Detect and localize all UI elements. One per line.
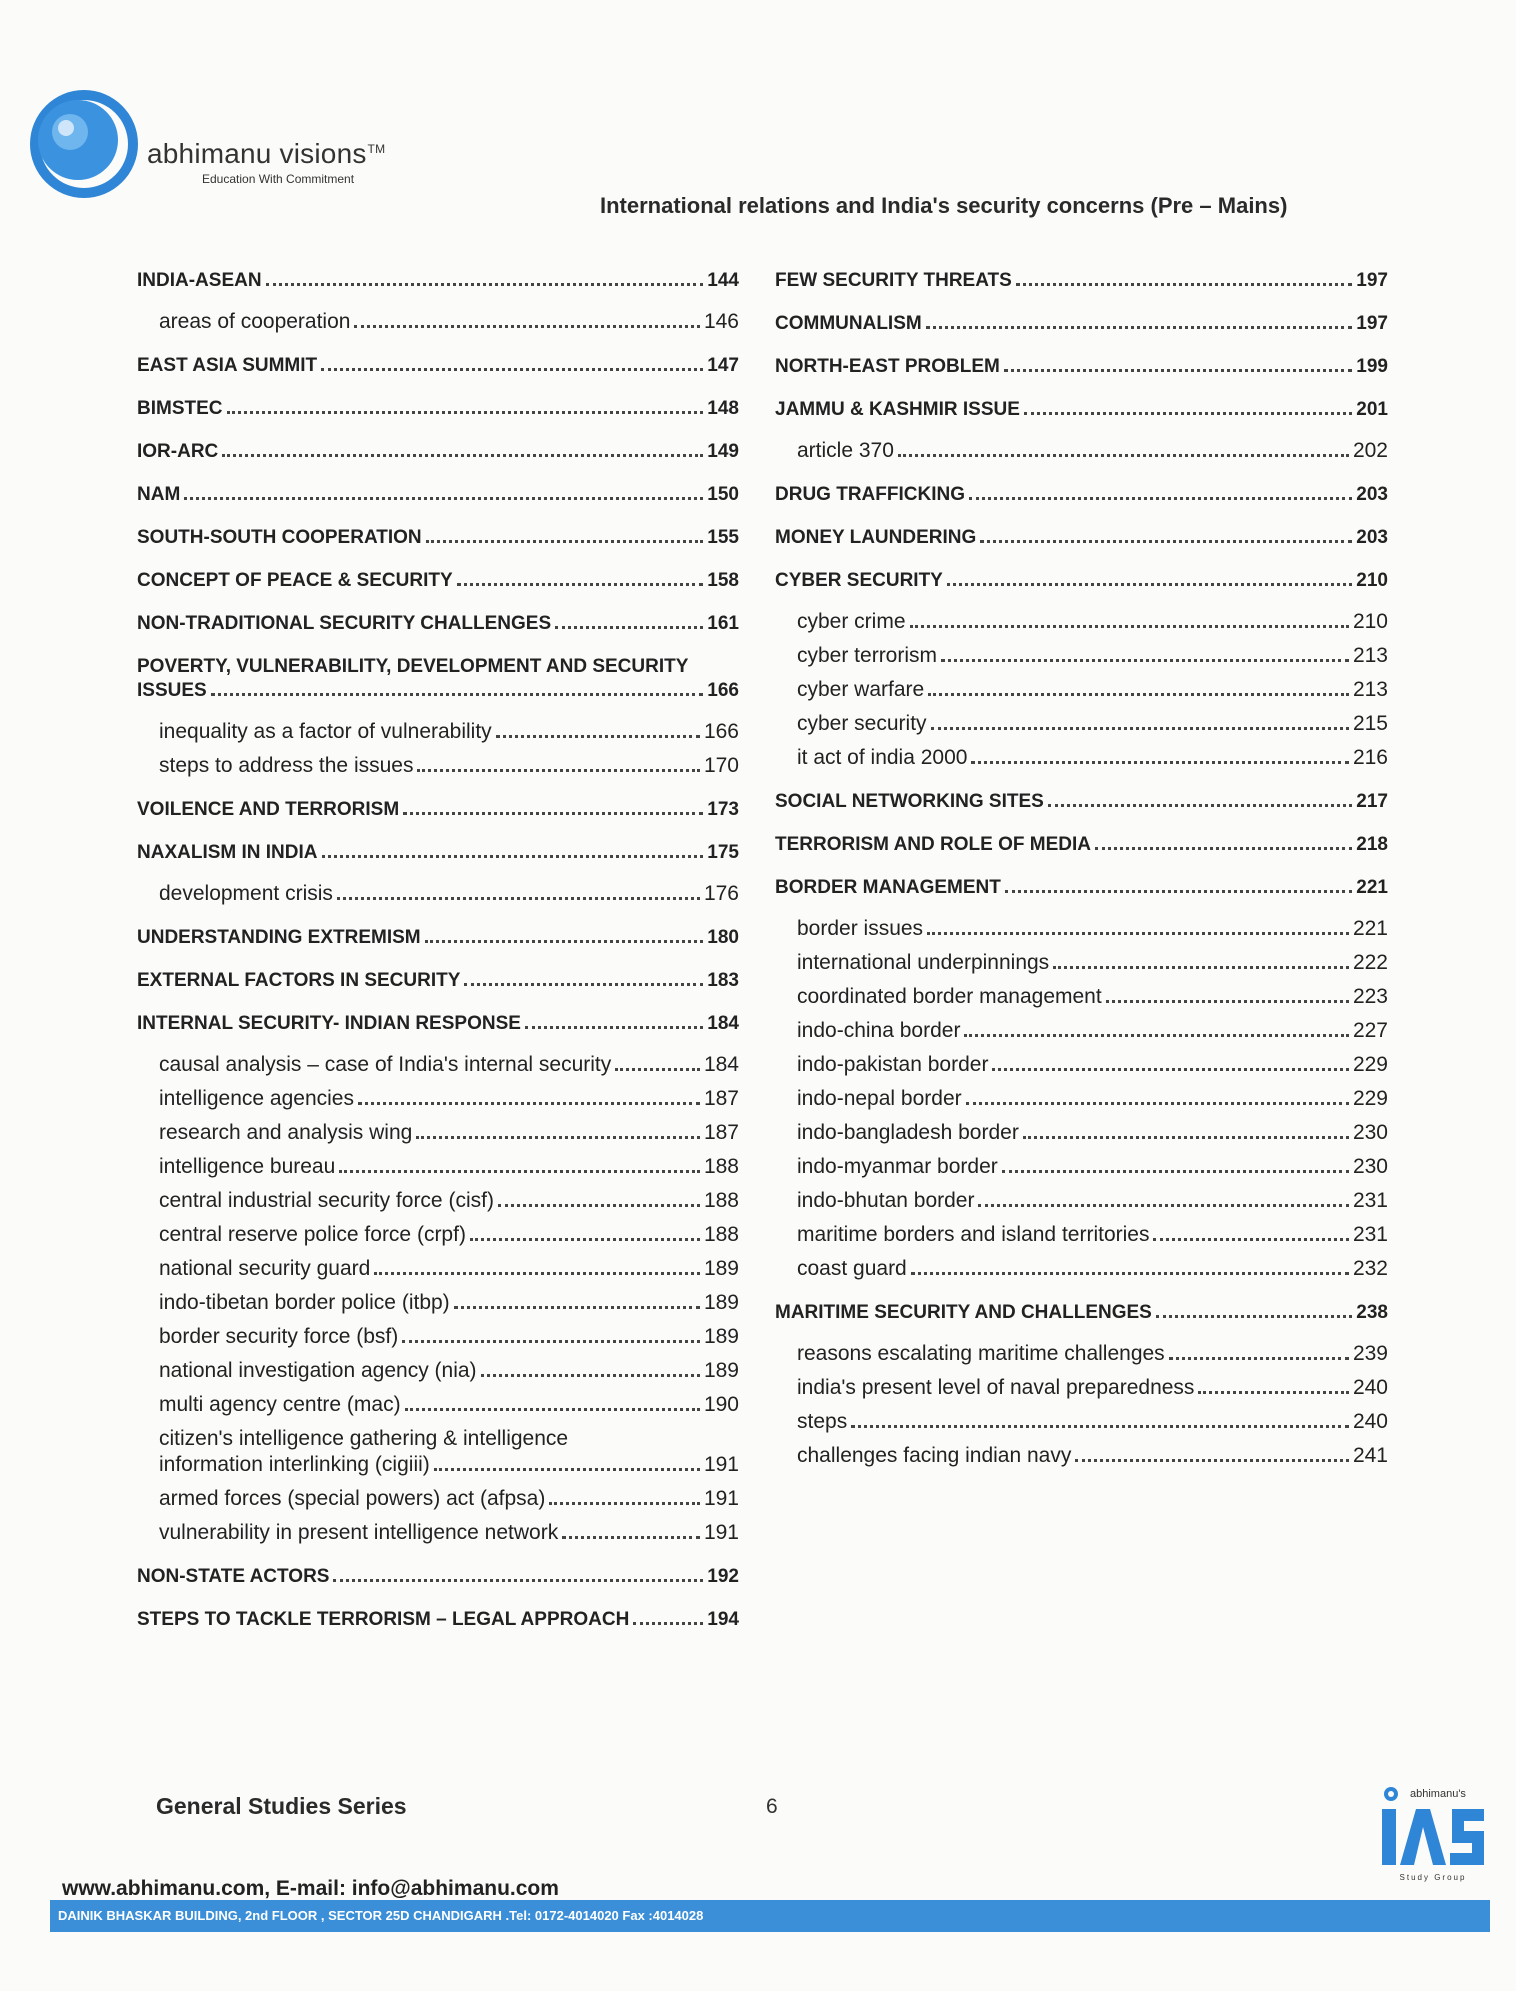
toc-entry-page: 187 xyxy=(703,1121,739,1144)
toc-sub-entry xyxy=(137,1291,739,1315)
dot-leader xyxy=(374,1272,700,1275)
ias-logo-icon xyxy=(1378,1785,1488,1885)
dot-leader xyxy=(992,1068,1349,1071)
dot-leader xyxy=(633,1622,703,1625)
toc-entry-label: indo-myanmar border xyxy=(797,1155,998,1178)
toc-entry-label: COMMUNALISM xyxy=(775,313,922,334)
address-line: DAINIK BHASKAR BUILDING, 2nd FLOOR , SECTOR 25D CHANDIGARH .Tel: 0172-4014020 Fax :4014028 xyxy=(58,1908,704,1923)
toc-entry-page: 146 xyxy=(703,310,739,333)
dot-leader xyxy=(405,1408,700,1411)
toc-sub-entry xyxy=(775,1087,1388,1111)
toc-sub-entry xyxy=(775,1444,1388,1468)
toc-entry-label: UNDERSTANDING EXTREMISM xyxy=(137,927,421,948)
toc-sub-entry xyxy=(137,1359,739,1383)
toc-sub-entry xyxy=(137,1487,739,1511)
toc-entry-label: CONCEPT OF PEACE & SECURITY xyxy=(137,570,453,591)
dot-leader xyxy=(464,983,703,986)
toc-sub-entry xyxy=(775,1189,1388,1213)
toc-entry-label: indo-bangladesh border xyxy=(797,1121,1019,1144)
toc-entry-page: 213 xyxy=(1352,644,1388,667)
toc-sub-entry xyxy=(137,1189,739,1213)
dot-leader xyxy=(964,1034,1349,1037)
toc-entry-page: 203 xyxy=(1356,484,1388,505)
toc-entry-label: cyber warfare xyxy=(797,678,925,701)
toc-entry-label: central industrial security force (cisf) xyxy=(159,1189,494,1212)
toc-entry-label: indo-china border xyxy=(797,1019,961,1042)
toc-main-entry xyxy=(775,1302,1388,1324)
toc-entry-label: border security force (bsf) xyxy=(159,1325,399,1348)
toc-main-entry xyxy=(137,270,739,292)
toc-entry-page: 191 xyxy=(703,1487,739,1510)
toc-sub-entry xyxy=(137,1121,739,1145)
dot-leader xyxy=(1016,283,1352,286)
dot-leader xyxy=(851,1425,1349,1428)
toc-entry-label: SOUTH-SOUTH COOPERATION xyxy=(137,527,422,548)
toc-entry-label: it act of india 2000 xyxy=(797,746,968,769)
toc-entry-page: 213 xyxy=(1352,678,1388,701)
dot-leader xyxy=(434,1468,700,1471)
toc-entry-page: 197 xyxy=(1356,313,1388,334)
toc-entry-page: 229 xyxy=(1352,1053,1388,1076)
toc-entry-page: 144 xyxy=(707,270,739,291)
toc-entry-label: NORTH-EAST PROBLEM xyxy=(775,356,1000,377)
toc-entry-page: 147 xyxy=(707,355,739,376)
toc-entry-label: indo-tibetan border police (itbp) xyxy=(159,1291,450,1314)
toc-entry-page: 230 xyxy=(1352,1155,1388,1178)
toc-entry-label: INDIA-ASEAN xyxy=(137,270,262,291)
dot-leader xyxy=(1106,1000,1349,1003)
dot-leader xyxy=(1005,890,1352,893)
toc-entry-label: indo-bhutan border xyxy=(797,1189,975,1212)
toc-main-entry xyxy=(137,927,739,949)
toc-entry-page: 241 xyxy=(1352,1444,1388,1467)
toc-entry-page: 221 xyxy=(1352,917,1388,940)
toc-sub-entry xyxy=(775,746,1388,770)
toc-main-entry xyxy=(775,484,1388,506)
toc-entry-label: EXTERNAL FACTORS IN SECURITY xyxy=(137,970,461,991)
toc-entry-label: cyber security xyxy=(797,712,927,735)
toc-entry-page: 155 xyxy=(707,527,739,548)
dot-leader xyxy=(333,1579,703,1582)
dot-leader xyxy=(525,1026,703,1029)
toc-sub-entry xyxy=(775,985,1388,1009)
toc-sub-entry xyxy=(137,720,739,744)
toc-main-entry xyxy=(137,527,739,549)
toc-entry-label: INTERNAL SECURITY- INDIAN RESPONSE xyxy=(137,1013,521,1034)
brand-name: abhimanu visions™ xyxy=(147,138,386,169)
dot-leader xyxy=(496,735,700,738)
dot-leader xyxy=(1023,1136,1349,1139)
toc-entry-heading-line: POVERTY, VULNERABILITY, DEVELOPMENT AND SECURITY xyxy=(137,656,689,677)
toc-entry-label: IOR-ARC xyxy=(137,441,219,462)
toc-sub-entry xyxy=(775,712,1388,736)
toc-entry-page: 189 xyxy=(703,1359,739,1382)
toc-entry-label: FEW SECURITY THREATS xyxy=(775,270,1012,291)
toc-sub-entry xyxy=(137,1393,739,1417)
contact-info: www.abhimanu.com, E-mail: info@abhimanu.com xyxy=(62,1877,559,1900)
toc-entry-page: 175 xyxy=(707,842,739,863)
toc-entry-page: 190 xyxy=(703,1393,739,1416)
dot-leader xyxy=(1002,1170,1349,1173)
dot-leader xyxy=(947,583,1352,586)
toc-main-entry xyxy=(775,313,1388,335)
dot-leader xyxy=(498,1204,700,1207)
dot-leader xyxy=(931,727,1349,730)
toc-entry-page: 218 xyxy=(1356,834,1388,855)
toc-sub-entry xyxy=(775,439,1388,463)
toc-entry-label: coordinated border management xyxy=(797,985,1102,1008)
toc-entry-label: ISSUES xyxy=(137,680,207,701)
toc-entry-page: 188 xyxy=(703,1223,739,1246)
toc-entry-label: indo-pakistan border xyxy=(797,1053,989,1076)
dot-leader xyxy=(1004,369,1352,372)
toc-sub-entry xyxy=(775,1155,1388,1179)
toc-entry-page: 189 xyxy=(703,1325,739,1348)
toc-entry-page: 187 xyxy=(703,1087,739,1110)
toc-entry-label: NAXALISM IN INDIA xyxy=(137,842,318,863)
toc-entry-page: 191 xyxy=(703,1521,739,1544)
toc-main-entry xyxy=(775,877,1388,899)
dot-leader xyxy=(403,812,703,815)
dot-leader xyxy=(417,769,699,772)
dot-leader xyxy=(470,1238,700,1241)
toc-entry-page: 230 xyxy=(1352,1121,1388,1144)
toc-entry-page: 189 xyxy=(703,1291,739,1314)
toc-entry-page: 232 xyxy=(1352,1257,1388,1280)
toc-entry-label: intelligence bureau xyxy=(159,1155,336,1178)
dot-leader xyxy=(321,368,703,371)
toc-entry-label: international underpinnings xyxy=(797,951,1050,974)
toc-left-column xyxy=(137,270,739,1631)
toc-entry-page: 202 xyxy=(1352,439,1388,462)
toc-entry-page: 203 xyxy=(1356,527,1388,548)
dot-leader xyxy=(222,454,703,457)
toc-entry-page: 222 xyxy=(1352,951,1388,974)
toc-entry-label: cyber crime xyxy=(797,610,906,633)
toc-sub-entry xyxy=(775,1019,1388,1043)
toc-main-entry xyxy=(137,1013,739,1035)
toc-entry-label: maritime borders and island territories xyxy=(797,1223,1150,1246)
toc-sub-entry xyxy=(775,951,1388,975)
toc-entry-page: 188 xyxy=(703,1189,739,1212)
toc-main-entry xyxy=(775,834,1388,856)
toc-entry-label: cyber terrorism xyxy=(797,644,938,667)
toc-entry-page: 184 xyxy=(703,1053,739,1076)
toc-main-entry xyxy=(137,799,739,821)
dot-leader xyxy=(966,1102,1349,1105)
dot-leader xyxy=(926,326,1353,329)
toc-entry-page: 176 xyxy=(703,882,739,905)
toc-sub-entry xyxy=(775,1376,1388,1400)
dot-leader xyxy=(184,497,703,500)
toc-entry-page: 183 xyxy=(707,970,739,991)
toc-sub-entry xyxy=(137,1453,739,1477)
dot-leader xyxy=(928,693,1349,696)
toc-entry-page: 173 xyxy=(707,799,739,820)
toc-sub-entry xyxy=(137,1087,739,1111)
dot-leader xyxy=(425,940,704,943)
toc-entry-page: 158 xyxy=(707,570,739,591)
toc-sub-entry xyxy=(775,1342,1388,1366)
toc-entry-label: challenges facing indian navy xyxy=(797,1444,1072,1467)
toc-entry-page: 240 xyxy=(1352,1410,1388,1433)
toc-sub-entry xyxy=(775,1410,1388,1434)
dot-leader xyxy=(1048,804,1352,807)
toc-entry-page: 192 xyxy=(707,1566,739,1587)
toc-entry-label: armed forces (special powers) act (afpsa) xyxy=(159,1487,546,1510)
toc-entry-page: 227 xyxy=(1352,1019,1388,1042)
toc-main-entry xyxy=(775,527,1388,549)
toc-main-entry xyxy=(775,570,1388,592)
toc-sub-entry xyxy=(775,1053,1388,1077)
toc-entry-label: article 370 xyxy=(797,439,894,462)
toc-main-entry xyxy=(137,1566,739,1588)
toc-entry-page: 229 xyxy=(1352,1087,1388,1110)
dot-leader xyxy=(1024,412,1352,415)
toc-main-entry xyxy=(137,570,739,592)
toc-entry-page: 223 xyxy=(1352,985,1388,1008)
toc-entry-label: information interlinking (cigiii) xyxy=(159,1453,430,1476)
toc-sub-entry xyxy=(775,678,1388,702)
toc-entry-page: 210 xyxy=(1356,570,1388,591)
ias-group-label: Study Group xyxy=(1399,1873,1467,1882)
toc-sub-entry xyxy=(137,1223,739,1247)
toc-entry-label: multi agency centre (mac) xyxy=(159,1393,401,1416)
toc-entry-heading-line: citizen's intelligence gathering & intelligence xyxy=(159,1427,569,1450)
dot-leader xyxy=(562,1536,700,1539)
toc-main-entry xyxy=(775,399,1388,421)
dot-leader xyxy=(971,761,1349,764)
toc-sub-entry xyxy=(775,1223,1388,1247)
toc-entry-page: 201 xyxy=(1356,399,1388,420)
toc-entry-label: india's present level of naval preparedness xyxy=(797,1376,1195,1399)
toc-sub-entry xyxy=(137,1325,739,1349)
toc-entry-label: BORDER MANAGEMENT xyxy=(775,877,1001,898)
toc-sub-entry xyxy=(137,1053,739,1077)
toc-entry-page: 180 xyxy=(707,927,739,948)
toc-entry-label: national security guard xyxy=(159,1257,371,1280)
dot-leader xyxy=(1153,1238,1348,1241)
toc-entry-label: coast guard xyxy=(797,1257,907,1280)
toc-entry-label: VOILENCE AND TERRORISM xyxy=(137,799,400,820)
toc-entry-page: 215 xyxy=(1352,712,1388,735)
dot-leader xyxy=(402,1340,700,1343)
toc-entry-page: 166 xyxy=(707,680,739,701)
toc-entry-page: 231 xyxy=(1352,1223,1388,1246)
toc-entry-page: 191 xyxy=(703,1453,739,1476)
toc-entry-label: indo-nepal border xyxy=(797,1087,962,1110)
dot-leader xyxy=(354,325,699,328)
toc-main-entry xyxy=(775,791,1388,813)
dot-leader xyxy=(1095,847,1352,850)
toc-sub-entry xyxy=(137,1155,739,1179)
dot-leader xyxy=(416,1136,700,1139)
toc-entry-page: 161 xyxy=(707,613,739,634)
toc-entry-page: 240 xyxy=(1352,1376,1388,1399)
toc-main-entry xyxy=(137,613,739,635)
dot-leader xyxy=(211,693,704,696)
toc-sub-entry xyxy=(137,754,739,778)
toc-entry-page: 170 xyxy=(703,754,739,777)
dot-leader xyxy=(911,1272,1349,1275)
dot-leader xyxy=(927,932,1349,935)
dot-leader xyxy=(322,855,704,858)
toc-main-entry xyxy=(137,441,739,463)
toc-entry-label: central reserve police force (crpf) xyxy=(159,1223,466,1246)
toc-entry-page: 216 xyxy=(1352,746,1388,769)
toc-sub-entry xyxy=(137,882,739,906)
toc-main-entry xyxy=(775,270,1388,292)
dot-leader xyxy=(978,1204,1348,1207)
toc-entry-label: areas of cooperation xyxy=(159,310,351,333)
toc-entry-label: STEPS TO TACKLE TERRORISM – LEGAL APPROACH xyxy=(137,1609,630,1630)
toc-entry-label: intelligence agencies xyxy=(159,1087,354,1110)
dot-leader xyxy=(555,626,703,629)
dot-leader xyxy=(339,1170,700,1173)
toc-entry-page: 194 xyxy=(707,1609,739,1630)
toc-entry-label: SOCIAL NETWORKING SITES xyxy=(775,791,1044,812)
toc-entry-label: development crisis xyxy=(159,882,333,905)
dot-leader xyxy=(898,454,1349,457)
dot-leader xyxy=(941,659,1349,662)
dot-leader xyxy=(337,897,700,900)
toc-entry-page: 166 xyxy=(703,720,739,743)
toc-main-entry xyxy=(137,484,739,506)
dot-leader xyxy=(1075,1459,1349,1462)
toc-entry-page: 221 xyxy=(1356,877,1388,898)
ias-brand-label: abhimanu's xyxy=(1410,1788,1466,1800)
page-number: 6 xyxy=(766,1795,778,1818)
toc-entry-label: steps to address the issues xyxy=(159,754,414,777)
toc-entry-label: national investigation agency (nia) xyxy=(159,1359,477,1382)
dot-leader xyxy=(969,497,1352,500)
dot-leader xyxy=(1169,1357,1349,1360)
toc-main-entry xyxy=(137,1609,739,1631)
brand-tagline: Education With Commitment xyxy=(202,172,355,186)
toc-entry-label: JAMMU & KASHMIR ISSUE xyxy=(775,399,1020,420)
toc-entry-page: 239 xyxy=(1352,1342,1388,1365)
dot-leader xyxy=(549,1502,700,1505)
page-title: International relations and India's security concerns (Pre – Mains) xyxy=(600,193,1288,218)
dot-leader xyxy=(910,625,1349,628)
dot-leader xyxy=(454,1306,700,1309)
dot-leader xyxy=(481,1374,700,1377)
toc-right-column xyxy=(775,270,1388,1468)
toc-entry-page: 184 xyxy=(707,1013,739,1034)
toc-main-entry xyxy=(775,356,1388,378)
toc-entry-label: TERRORISM AND ROLE OF MEDIA xyxy=(775,834,1091,855)
toc-main-entry xyxy=(137,398,739,420)
toc-main-entry xyxy=(137,970,739,992)
toc-entry-label: DRUG TRAFFICKING xyxy=(775,484,965,505)
toc-entry-label: EAST ASIA SUMMIT xyxy=(137,355,318,376)
toc-entry-label: border issues xyxy=(797,917,924,940)
toc-sub-entry xyxy=(775,644,1388,668)
toc-entry-page: 210 xyxy=(1352,610,1388,633)
toc-entry-page: 188 xyxy=(703,1155,739,1178)
dot-leader xyxy=(980,540,1352,543)
toc-sub-entry xyxy=(775,1257,1388,1281)
toc-entry-page: 231 xyxy=(1352,1189,1388,1212)
toc-entry-label: NON-STATE ACTORS xyxy=(137,1566,330,1587)
dot-leader xyxy=(1198,1391,1349,1394)
dot-leader xyxy=(358,1102,700,1105)
toc-sub-entry xyxy=(137,310,739,334)
dot-leader xyxy=(1156,1315,1352,1318)
toc-entry-label: causal analysis – case of India's internal security xyxy=(159,1053,612,1076)
toc-entry-label: inequality as a factor of vulnerability xyxy=(159,720,492,743)
toc-entry-page: 217 xyxy=(1356,791,1388,812)
toc-main-entry xyxy=(137,842,739,864)
dot-leader xyxy=(266,283,704,286)
dot-leader xyxy=(457,583,704,586)
dot-leader xyxy=(227,411,704,414)
dot-leader xyxy=(615,1068,700,1071)
toc-main-entry xyxy=(137,355,739,377)
toc-sub-entry xyxy=(775,1121,1388,1145)
toc-entry-label: reasons escalating maritime challenges xyxy=(797,1342,1165,1365)
toc-entry-page: 189 xyxy=(703,1257,739,1280)
toc-entry-label: BIMSTEC xyxy=(137,398,223,419)
toc-entry-page: 150 xyxy=(707,484,739,505)
toc-entry-label: NON-TRADITIONAL SECURITY CHALLENGES xyxy=(137,613,552,634)
toc-sub-entry xyxy=(137,1521,739,1545)
toc-entry-page: 199 xyxy=(1356,356,1388,377)
toc-sub-entry xyxy=(137,1257,739,1281)
toc-entry-page: 149 xyxy=(707,441,739,462)
dot-leader xyxy=(426,540,704,543)
dot-leader xyxy=(1053,966,1349,969)
toc-entry-label: vulnerability in present intelligence network xyxy=(159,1521,559,1544)
toc-main-entry xyxy=(137,680,739,702)
toc-entry-label: research and analysis wing xyxy=(159,1121,413,1144)
toc-entry-page: 197 xyxy=(1356,270,1388,291)
toc-sub-entry xyxy=(775,610,1388,634)
toc-entry-label: MARITIME SECURITY AND CHALLENGES xyxy=(775,1302,1152,1323)
toc-entry-label: NAM xyxy=(137,484,181,505)
toc-entry-label: steps xyxy=(797,1410,848,1433)
toc-sub-entry xyxy=(775,917,1388,941)
series-title: General Studies Series xyxy=(156,1793,407,1819)
toc-entry-label: MONEY LAUNDERING xyxy=(775,527,977,548)
toc-entry-page: 238 xyxy=(1356,1302,1388,1323)
abhimanu-visions-logo-icon xyxy=(28,88,140,200)
toc-entry-page: 148 xyxy=(707,398,739,419)
toc-entry-label: CYBER SECURITY xyxy=(775,570,943,591)
